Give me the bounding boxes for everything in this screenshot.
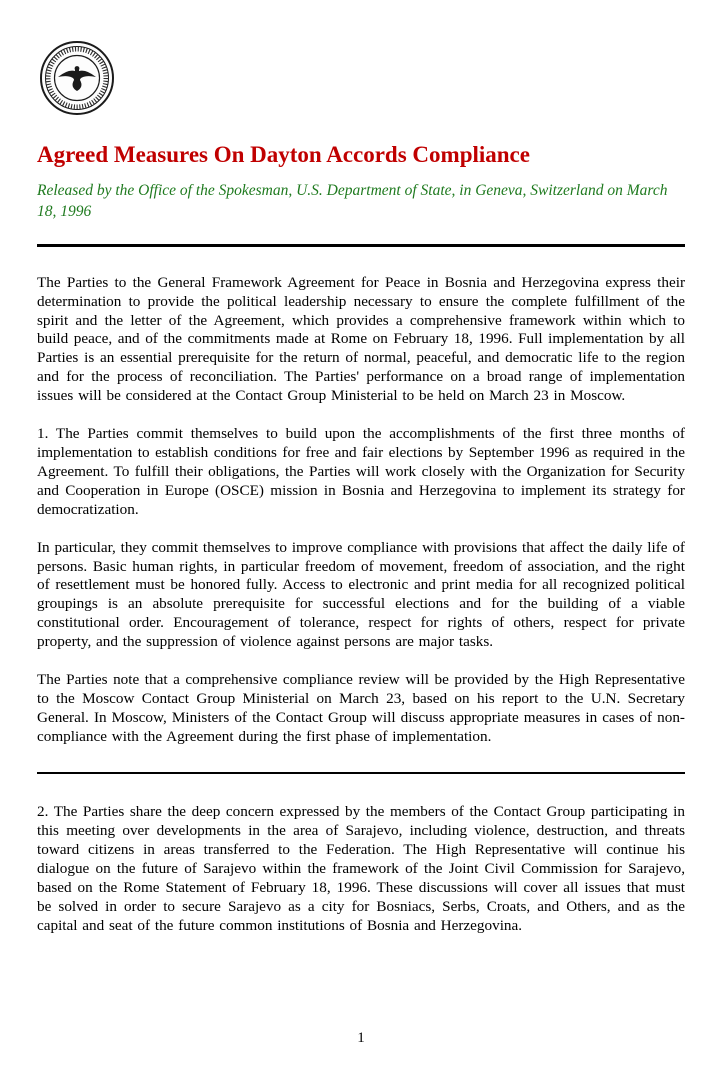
paragraph-item-2: 2. The Parties share the deep concern expressed by the members of the Contact Group participating in this meeting over developments in the area of Sarajevo, including violence, destruction, and threats toward citizens in areas transferred to the Federation. The High Representative will continue his dialogue on the future of Sarajevo within the framework of the Joint Civil Commission for Sarajevo, based on the Rome Statement of February 18, 1996. These discussions will cover all issues that must be solved in order to secure Sarajevo as a city for Bosniacs, Serbs, Croats, and Others, and as the capital and seat of the future common institutions of Bosnia and Herzegovina. <box>37 803 685 934</box>
section-2 <box>37 803 685 935</box>
release-byline: Released by the Office of the Spokesman, U.S. Department of State, in Geneva, Switzerland on March 18, 1996 <box>37 182 668 220</box>
paragraph-item-1: 1. The Parties commit themselves to build upon the accomplishments of the first three months of implementation to establish conditions for free and fair elections by September 1996 as required in the Agreement. To fulfill their obligations, the Parties will work closely with the Organization for Security and Cooperation in Europe (OSCE) mission in Bosnia and Herzegovina to implement its strategy for democratization. <box>37 425 685 518</box>
section-1 <box>37 274 685 747</box>
top-divider <box>37 244 685 247</box>
us-department-of-state-seal-icon <box>39 40 115 116</box>
document-title: Agreed Measures On Dayton Accords Compliance <box>37 142 530 167</box>
page-number: 1 <box>357 1030 365 1046</box>
paragraph-intro: The Parties to the General Framework Agreement for Peace in Bosnia and Herzegovina express their determination to provide the political leadership necessary to ensure the complete fulfillment of the spirit and the letter of the Agreement, which provides a comprehensive framework within which to build peace, and of the commitments made at Rome on February 18, 1996. Full implementation by all Parties is an essential prerequisite for the return of normal, peaceful, and democratic life to the region and for the process of reconciliation. The Parties' performance on a broad range of implementation issues will be considered at the Contact Group Ministerial to be held on March 23 in Moscow. <box>37 273 685 405</box>
paragraph-review: The Parties note that a comprehensive compliance review will be provided by the High Representative to the Moscow Contact Group Ministerial on March 23, based on his report to the U.N. Secretary General. In Moscow, Ministers of the Contact Group will discuss appropriate measures in cases of non-compliance with the Agreement during the first phase of implementation. <box>37 671 685 745</box>
paragraph-compliance: In particular, they commit themselves to improve compliance with provisions that affect the daily life of persons. Basic human rights, in particular freedom of movement, freedom of association, and the right of resettlement must be honored fully. Access to electronic and print media for all recognized political groupings is an absolute prerequisite for successful elections and for the building of a viable constitutional order. Encouragement of tolerance, respect for rights of others, respect for private property, and the suppression of violence against persons are major tasks. <box>37 538 685 651</box>
document-content <box>0 40 722 936</box>
section-divider <box>37 772 685 775</box>
